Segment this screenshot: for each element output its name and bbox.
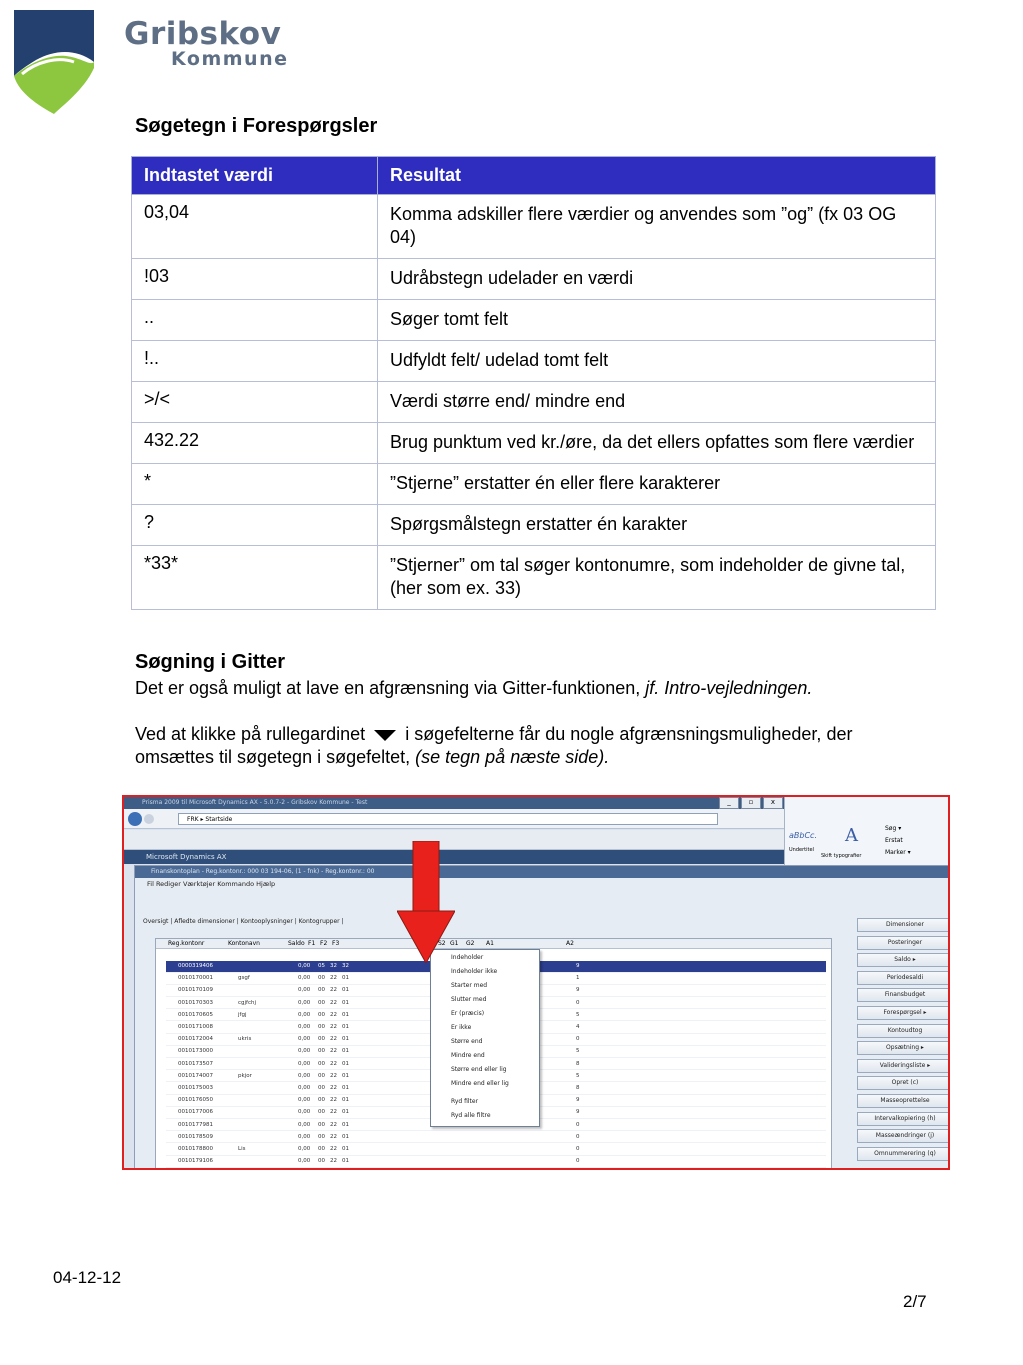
table-cell-result: Brug punktum ved kr./øre, da det ellers opfattes som flere værdier	[378, 423, 936, 464]
address-field[interactable]: FRK ▸ Startside	[178, 813, 718, 825]
action-button[interactable]: Periodesaldi	[857, 971, 950, 985]
grid-cell: 22	[330, 999, 337, 1006]
grid-row[interactable]	[166, 1156, 826, 1168]
paragraph-dropdown-info	[135, 723, 935, 769]
action-button[interactable]: Valideringsliste ▸	[857, 1059, 950, 1073]
grid-cell: 0	[576, 999, 580, 1006]
grid-cell: 0010179106	[178, 1158, 213, 1165]
table-cell-result: Søger tomt felt	[378, 300, 936, 341]
minimize-button[interactable]: _	[719, 797, 739, 809]
grid-column-header[interactable]: A1	[486, 940, 494, 947]
find-button[interactable]: Søg ▾	[885, 825, 902, 832]
grid-cell: 0	[576, 1146, 580, 1152]
grid-cell: 9	[576, 963, 580, 969]
grid-cell: 1	[576, 975, 580, 982]
grid-cell: 0	[576, 1158, 580, 1165]
grid-column-header[interactable]: A2	[566, 940, 574, 947]
grid-column-header[interactable]: Saldo	[288, 940, 305, 947]
forward-icon[interactable]	[144, 814, 154, 824]
grid-cell: 0	[576, 1133, 580, 1140]
chart-of-accounts-window	[134, 865, 949, 1170]
grid-cell: 0010175003	[178, 1085, 213, 1091]
grid-cell: 0010173507	[178, 1060, 213, 1067]
grid-cell: 0000319406	[178, 963, 213, 969]
grid-cell: 5	[576, 1011, 580, 1018]
table-cell-value: 03,04	[132, 195, 378, 259]
dynamics-ax-label: Microsoft Dynamics AX	[146, 853, 227, 861]
grid-header	[156, 939, 831, 949]
table-cell-result: Udråbstegn udelader en værdi	[378, 259, 936, 300]
table-cell-result: Værdi større end/ mindre end	[378, 382, 936, 423]
grid-cell: 0,00	[298, 963, 311, 969]
action-button[interactable]: Kontoudtog	[857, 1024, 950, 1038]
search-signs-table	[131, 156, 936, 610]
table-cell-result: ”Stjerne” erstatter én eller flere karakterer	[378, 464, 936, 505]
grid-column-header[interactable]: Reg.kontonr	[168, 940, 205, 947]
grid-cell: 0	[576, 1121, 580, 1128]
section-heading-grid-search: Søgning i Gitter	[135, 651, 285, 673]
dropdown-triangle-icon	[374, 730, 396, 741]
tab-labels[interactable]: Oversigt | Afledte dimensioner | Kontooplysninger | Kontogrupper |	[143, 918, 344, 925]
grid-cell: 0,00	[298, 1158, 311, 1165]
grid-cell: ukris	[238, 1036, 252, 1043]
table-cell-result: Udfyldt felt/ udelad tomt felt	[378, 341, 936, 382]
grid-cell: 00	[318, 1158, 325, 1165]
grid-cell: 0,00	[298, 1060, 311, 1067]
grid-cell: cgjfchj	[238, 999, 257, 1006]
action-button[interactable]: Posteringer	[857, 936, 950, 950]
grid-cell: 0,00	[298, 999, 311, 1006]
grid-cell: 0,00	[298, 1097, 311, 1104]
grid-cell: 22	[330, 1133, 337, 1140]
table-header-row	[132, 157, 936, 195]
grid-cell: 00	[318, 1121, 325, 1128]
table-cell-value: !03	[132, 259, 378, 300]
grid-cell: 22	[330, 1072, 337, 1079]
grid-cell: 22	[330, 975, 337, 982]
grid-cell: 00	[318, 999, 325, 1006]
grid-cell: 5	[576, 1072, 580, 1079]
grid-cell: 0010178509	[178, 1133, 213, 1140]
grid-cell: 01	[342, 1097, 349, 1104]
grid-cell: jfgj	[238, 1011, 247, 1018]
grid-cell: 01	[342, 1011, 349, 1018]
grid-column-header[interactable]: Kontonavn	[228, 940, 260, 947]
grid-cell: 22	[330, 1048, 337, 1055]
grid-cell: 01	[342, 1158, 349, 1165]
change-styles-icon[interactable]: A	[845, 825, 858, 846]
window-titlebar	[124, 797, 784, 809]
grid-cell: 00	[318, 1146, 325, 1152]
table-cell-result: ”Stjerner” om tal søger kontonumre, som indeholder de givne tal, (her som ex. 33)	[378, 546, 936, 610]
dynamics-ax-screenshot	[122, 795, 950, 1170]
grid-cell: 0010176050	[178, 1097, 213, 1104]
action-button[interactable]: Masseændringer (j)	[857, 1129, 950, 1143]
grid-cell: 0	[576, 1036, 580, 1043]
filter-option[interactable]: Ryd alle filtre	[451, 1112, 491, 1119]
table-row	[132, 341, 936, 382]
filter-option[interactable]: Mindre end	[451, 1052, 485, 1059]
grid-cell: 0010178800	[178, 1146, 213, 1152]
grid-column-header[interactable]: S2	[438, 940, 446, 947]
grid-cell: 0010170109	[178, 987, 213, 994]
table-cell-value: !..	[132, 341, 378, 382]
action-button[interactable]: Opret (c)	[857, 1076, 950, 1090]
grid-cell: 0010174007	[178, 1072, 213, 1079]
gribskov-shield-icon	[14, 10, 96, 114]
grid-row[interactable]	[166, 1132, 826, 1144]
back-icon[interactable]	[128, 812, 142, 826]
grid-cell: 01	[342, 1133, 349, 1140]
table-row	[132, 300, 936, 341]
paragraph-italic-ref: jf. Intro-vejledningen.	[645, 678, 813, 698]
action-button[interactable]: Finansbudget	[857, 988, 950, 1002]
grid-column-header[interactable]: G1	[450, 940, 459, 947]
column-header-value: Indtastet værdi	[132, 157, 378, 195]
grid-cell: 00	[318, 1097, 325, 1104]
grid-cell: 22	[330, 1097, 337, 1104]
footer-date: 04-12-12	[53, 1268, 122, 1287]
table-cell-value: *	[132, 464, 378, 505]
action-button[interactable]: Saldo ▸	[857, 953, 950, 967]
table-cell-value: 432.22	[132, 423, 378, 464]
grid-cell: 00	[318, 1024, 325, 1030]
grid-cell: gsgf	[238, 975, 250, 982]
red-arrow-icon	[397, 841, 455, 963]
grid-cell: 01	[342, 1036, 349, 1043]
action-button[interactable]: Forespørgsel ▸	[857, 1006, 950, 1020]
grid-cell: 00	[318, 1072, 325, 1079]
grid-cell: 9	[576, 1097, 580, 1104]
grid-column-header[interactable]: F1	[308, 940, 316, 947]
grid-cell: 01	[342, 1048, 349, 1055]
table-cell-result: Spørgsmålstegn erstatter én karakter	[378, 505, 936, 546]
action-button[interactable]: Masseoprettelse	[857, 1094, 950, 1108]
column-header-result: Resultat	[378, 157, 936, 195]
grid-cell: 01	[342, 1109, 349, 1116]
action-button[interactable]: Opsætning ▸	[857, 1041, 950, 1055]
grid-cell: 22	[330, 1109, 337, 1116]
select-button[interactable]: Marker ▾	[885, 849, 911, 856]
grid-cell: Lis	[238, 1146, 246, 1152]
table-cell-value: *33*	[132, 546, 378, 610]
section-heading-search-signs: Søgetegn i Forespørgsler	[135, 115, 378, 137]
grid-column-header[interactable]: F3	[332, 940, 340, 947]
grid-cell: 01	[342, 1060, 349, 1067]
replace-button[interactable]: Erstat	[885, 837, 903, 844]
filter-option[interactable]: Slutter med	[451, 996, 487, 1003]
logo-name: Gribskov	[124, 16, 282, 52]
action-button[interactable]: Omnummerering (q)	[857, 1147, 950, 1161]
grid-cell: 00	[318, 1060, 325, 1067]
page-number: 2/7	[903, 1292, 927, 1311]
grid-cell: 4	[576, 1024, 580, 1030]
grid-cell: 01	[342, 1024, 349, 1030]
action-button[interactable]: Intervalkopiering (h)	[857, 1112, 950, 1126]
paragraph-italic-ref: (se tegn på næste side).	[415, 747, 610, 767]
grid-column-header[interactable]: G2	[466, 940, 475, 947]
table-row	[132, 505, 936, 546]
grid-cell: 00	[318, 1036, 325, 1043]
grid-cell: 22	[330, 1011, 337, 1018]
paragraph-text: i søgefelterne får du nogle afgrænsningsmuligheder, der omsættes til søgetegn i søgefeltet,	[135, 724, 853, 767]
close-button[interactable]: x	[763, 797, 783, 809]
grid-cell: 22	[330, 1085, 337, 1091]
grid-cell: 00	[318, 1109, 325, 1116]
grid-cell: 0010172004	[178, 1036, 213, 1043]
paragraph-text: Ved at klikke på rullegardinet	[135, 724, 366, 744]
filter-option[interactable]: Større end eller lig	[451, 1066, 507, 1073]
grid-cell: 00	[318, 987, 325, 994]
grid-cell: 22	[330, 987, 337, 994]
grid-cell: 5	[576, 1048, 580, 1055]
window-title: Prisma 2009 til Microsoft Dynamics AX - 5.0.7-2 - Gribskov Kommune - Test	[142, 799, 368, 806]
grid-cell: 01	[342, 1146, 349, 1152]
grid-cell: 0010171008	[178, 1024, 213, 1030]
grid-cell: 01	[342, 1121, 349, 1128]
grid-cell: 0,00	[298, 1072, 311, 1079]
grid-cell: 8	[576, 1060, 580, 1067]
table-cell-value: ..	[132, 300, 378, 341]
grid-cell: 00	[318, 975, 325, 982]
grid-cell: 0010173000	[178, 1048, 213, 1055]
paragraph-text: Det er også muligt at lave en afgrænsning via Gitter-funktionen,	[135, 678, 646, 698]
grid-cell: 22	[330, 1146, 337, 1152]
gribskov-logo	[14, 10, 314, 120]
grid-cell: 0,00	[298, 1024, 311, 1030]
inner-window-title	[135, 866, 948, 878]
grid-cell: 01	[342, 1072, 349, 1079]
table-cell-value: ?	[132, 505, 378, 546]
grid-cell: 9	[576, 1109, 580, 1116]
filter-option[interactable]: Mindre end eller lig	[451, 1080, 509, 1087]
grid-cell: 0,00	[298, 1085, 311, 1091]
grid-cell: 01	[342, 975, 349, 982]
grid-cell: 32	[342, 963, 349, 969]
filter-option[interactable]: Er (præcis)	[451, 1010, 485, 1017]
table-row	[132, 464, 936, 505]
filter-option[interactable]: Større end	[451, 1038, 483, 1045]
grid-cell: 05	[318, 963, 325, 969]
grid-cell: 22	[330, 1024, 337, 1030]
address-bar	[124, 809, 784, 829]
grid-cell: 0,00	[298, 1121, 311, 1128]
table-row	[132, 423, 936, 464]
filter-option[interactable]: Indeholder ikke	[451, 968, 498, 975]
grid-cell: 0,00	[298, 1011, 311, 1018]
grid-cell: 0,00	[298, 1048, 311, 1055]
grid-cell: 0010177006	[178, 1109, 213, 1116]
grid-cell: 0010170001	[178, 975, 213, 982]
grid-cell: 32	[330, 963, 337, 969]
grid-cell: 01	[342, 1085, 349, 1091]
grid-cell: 0,00	[298, 975, 311, 982]
style-label: Undertitel	[789, 847, 814, 853]
logo-subtitle: Kommune	[171, 48, 289, 70]
grid-cell: 01	[342, 999, 349, 1006]
action-button[interactable]: Dimensioner	[857, 918, 950, 932]
grid-cell: 0,00	[298, 1146, 311, 1152]
grid-row[interactable]	[166, 1144, 826, 1156]
grid-cell: 22	[330, 1121, 337, 1128]
grid-cell: 0010177981	[178, 1121, 213, 1128]
window-controls	[719, 797, 783, 809]
grid-cell: 00	[318, 1011, 325, 1018]
table-cell-result: Komma adskiller flere værdier og anvendes som ”og” (fx 03 OG 04)	[378, 195, 936, 259]
grid-cell: 22	[330, 1060, 337, 1067]
word-ribbon	[784, 797, 950, 865]
paragraph-grid-intro	[135, 677, 935, 700]
grid-cell: 00	[318, 1048, 325, 1055]
filter-option[interactable]: Indeholder	[451, 954, 484, 961]
filter-option[interactable]: Er ikke	[451, 1024, 472, 1031]
table-cell-value: >/<	[132, 382, 378, 423]
grid-cell: 0,00	[298, 1133, 311, 1140]
grid-cell: 00	[318, 1085, 325, 1091]
table-row	[132, 195, 936, 259]
grid-cell: 22	[330, 1158, 337, 1165]
table-row	[132, 382, 936, 423]
grid-cell: pkjor	[238, 1072, 252, 1079]
grid-cell: 01	[342, 987, 349, 994]
change-styles-label: Skift typografier	[821, 853, 862, 859]
filter-option[interactable]: Ryd filter	[451, 1098, 479, 1105]
table-row	[132, 259, 936, 300]
menu-bar[interactable]: Fil Rediger Værktøjer Kommando Hjælp	[147, 880, 276, 888]
grid-cell: 22	[330, 1036, 337, 1043]
grid-cell: 0010170605	[178, 1011, 213, 1018]
grid-cell: 9	[576, 987, 580, 994]
grid-cell: 0,00	[298, 1036, 311, 1043]
grid-cell: 00	[318, 1133, 325, 1140]
grid-cell: 8	[576, 1085, 580, 1091]
grid-cell: 0,00	[298, 1109, 311, 1116]
filter-dropdown-menu	[430, 949, 540, 1127]
grid-cell: 0,00	[298, 987, 311, 994]
inner-window-title-text: Finanskontoplan - Reg.kontonr.: 000 03 194-06, (1 - fnk) - Reg.kontonr.: 00	[151, 868, 375, 875]
style-preview[interactable]: aBbCc.	[789, 831, 817, 840]
maximize-button[interactable]: ▫	[741, 797, 761, 809]
table-row	[132, 546, 936, 610]
filter-option[interactable]: Starter med	[451, 982, 488, 989]
grid-column-header[interactable]: F2	[320, 940, 328, 947]
grid-cell: 0010170303	[178, 999, 213, 1006]
